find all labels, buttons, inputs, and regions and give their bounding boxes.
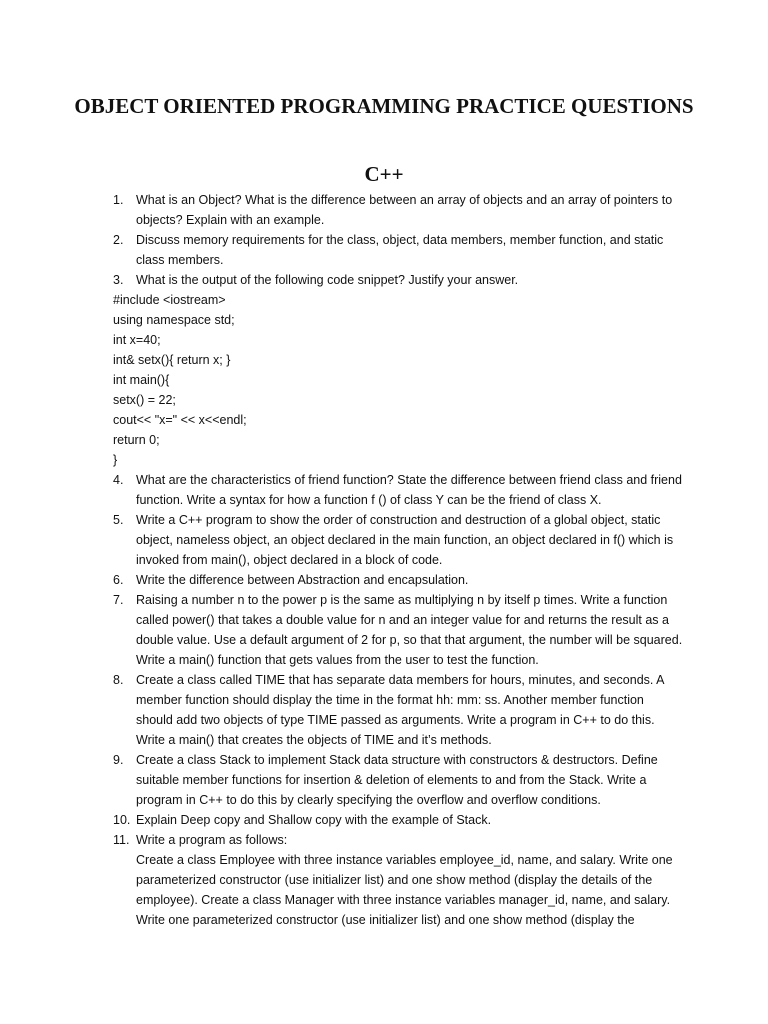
- question-number: 1.: [113, 193, 124, 207]
- question-text: Write a program as follows:: [136, 833, 288, 847]
- question-number: 7.: [113, 593, 124, 607]
- question-item: [113, 670, 683, 750]
- document-title: OBJECT ORIENTED PROGRAMMING PRACTICE QUESTIONS: [74, 94, 694, 118]
- question-number: 6.: [113, 573, 124, 587]
- code-line: setx() = 22;: [113, 393, 176, 407]
- question-text: Write the difference between Abstraction and encapsulation.: [136, 573, 469, 587]
- code-line: return 0;: [113, 433, 160, 447]
- question-number: 8.: [113, 673, 124, 687]
- question-text: Create a class Stack to implement Stack data structure with constructors & destructors. Define suitable member functions for insertion & deletion of elements to and from the Stack. Write a program in C++ to do this by clearly specifying the overflow and overflow conditions.: [136, 753, 658, 807]
- code-line: }: [113, 453, 118, 467]
- question-item: [113, 470, 683, 510]
- question-number: 5.: [113, 513, 124, 527]
- code-line: using namespace std;: [113, 313, 235, 327]
- code-line: #include <iostream>: [113, 293, 226, 307]
- question-list: [113, 190, 683, 930]
- question-number: 4.: [113, 473, 124, 487]
- question-item: [113, 810, 683, 830]
- code-line: int main(){: [113, 373, 170, 387]
- question-item: [113, 190, 683, 230]
- question-number: 10.: [113, 813, 131, 827]
- question-text: What is an Object? What is the difference between an array of objects and an array of pointers to objects? Explain with an example.: [136, 193, 673, 227]
- question-detail: Create a class Employee with three instance variables employee_id, name, and salary. Write one parameterized constructor (use initializer list) and one show method (display the details of the employee). Create a class Manager with three instance variables manager_id, name, and salary. Write one parameterized constructor (use initializer list) and one show method (display the: [136, 853, 673, 927]
- question-item: [113, 750, 683, 810]
- question-number: 3.: [113, 273, 124, 287]
- question-number: 2.: [113, 233, 124, 247]
- question-text: Create a class called TIME that has separate data members for hours, minutes, and seconds. A member function should display the time in the format hh: mm: ss. Another member function should add two objects of type TIME passed as arguments. Write a program in C++ to do this. Write a main() that creates the objects of TIME and it’s methods.: [136, 673, 664, 747]
- question-text: Discuss memory requirements for the class, object, data members, member function, and static class members.: [136, 233, 664, 267]
- question-item: [113, 230, 683, 270]
- question-item: [113, 830, 683, 930]
- question-text: Write a C++ program to show the order of construction and destruction of a global object, static object, nameless object, an object declared in the main function, an object declared in f() which is invoked from main(), object declared in a block of code.: [136, 513, 674, 567]
- question-item: [113, 510, 683, 570]
- question-item: [113, 270, 683, 290]
- question-item: [113, 590, 683, 670]
- document-subtitle: C++: [364, 162, 404, 186]
- question-text: Explain Deep copy and Shallow copy with the example of Stack.: [136, 813, 492, 827]
- question-text: What are the characteristics of friend function? State the difference between friend class and friend function. Write a syntax for how a function f () of class Y can be the friend of class X.: [136, 473, 682, 507]
- question-item: [113, 570, 683, 590]
- code-snippet: [113, 290, 683, 470]
- code-line: cout<< "x=" << x<<endl;: [113, 413, 247, 427]
- code-line: int x=40;: [113, 333, 161, 347]
- question-text: Raising a number n to the power p is the same as multiplying n by itself p times. Write a function called power() that takes a double value for n and an integer value for and returns the result as a double value. Use a default argument of 2 for p, so that that argument, the number will be squared. Write a main() function that gets values from the user to test the function.: [136, 593, 683, 667]
- question-number: 9.: [113, 753, 124, 767]
- code-line: int& setx(){ return x; }: [113, 353, 231, 367]
- question-text: What is the output of the following code snippet? Justify your answer.: [136, 273, 519, 287]
- question-number: 11.: [113, 833, 130, 847]
